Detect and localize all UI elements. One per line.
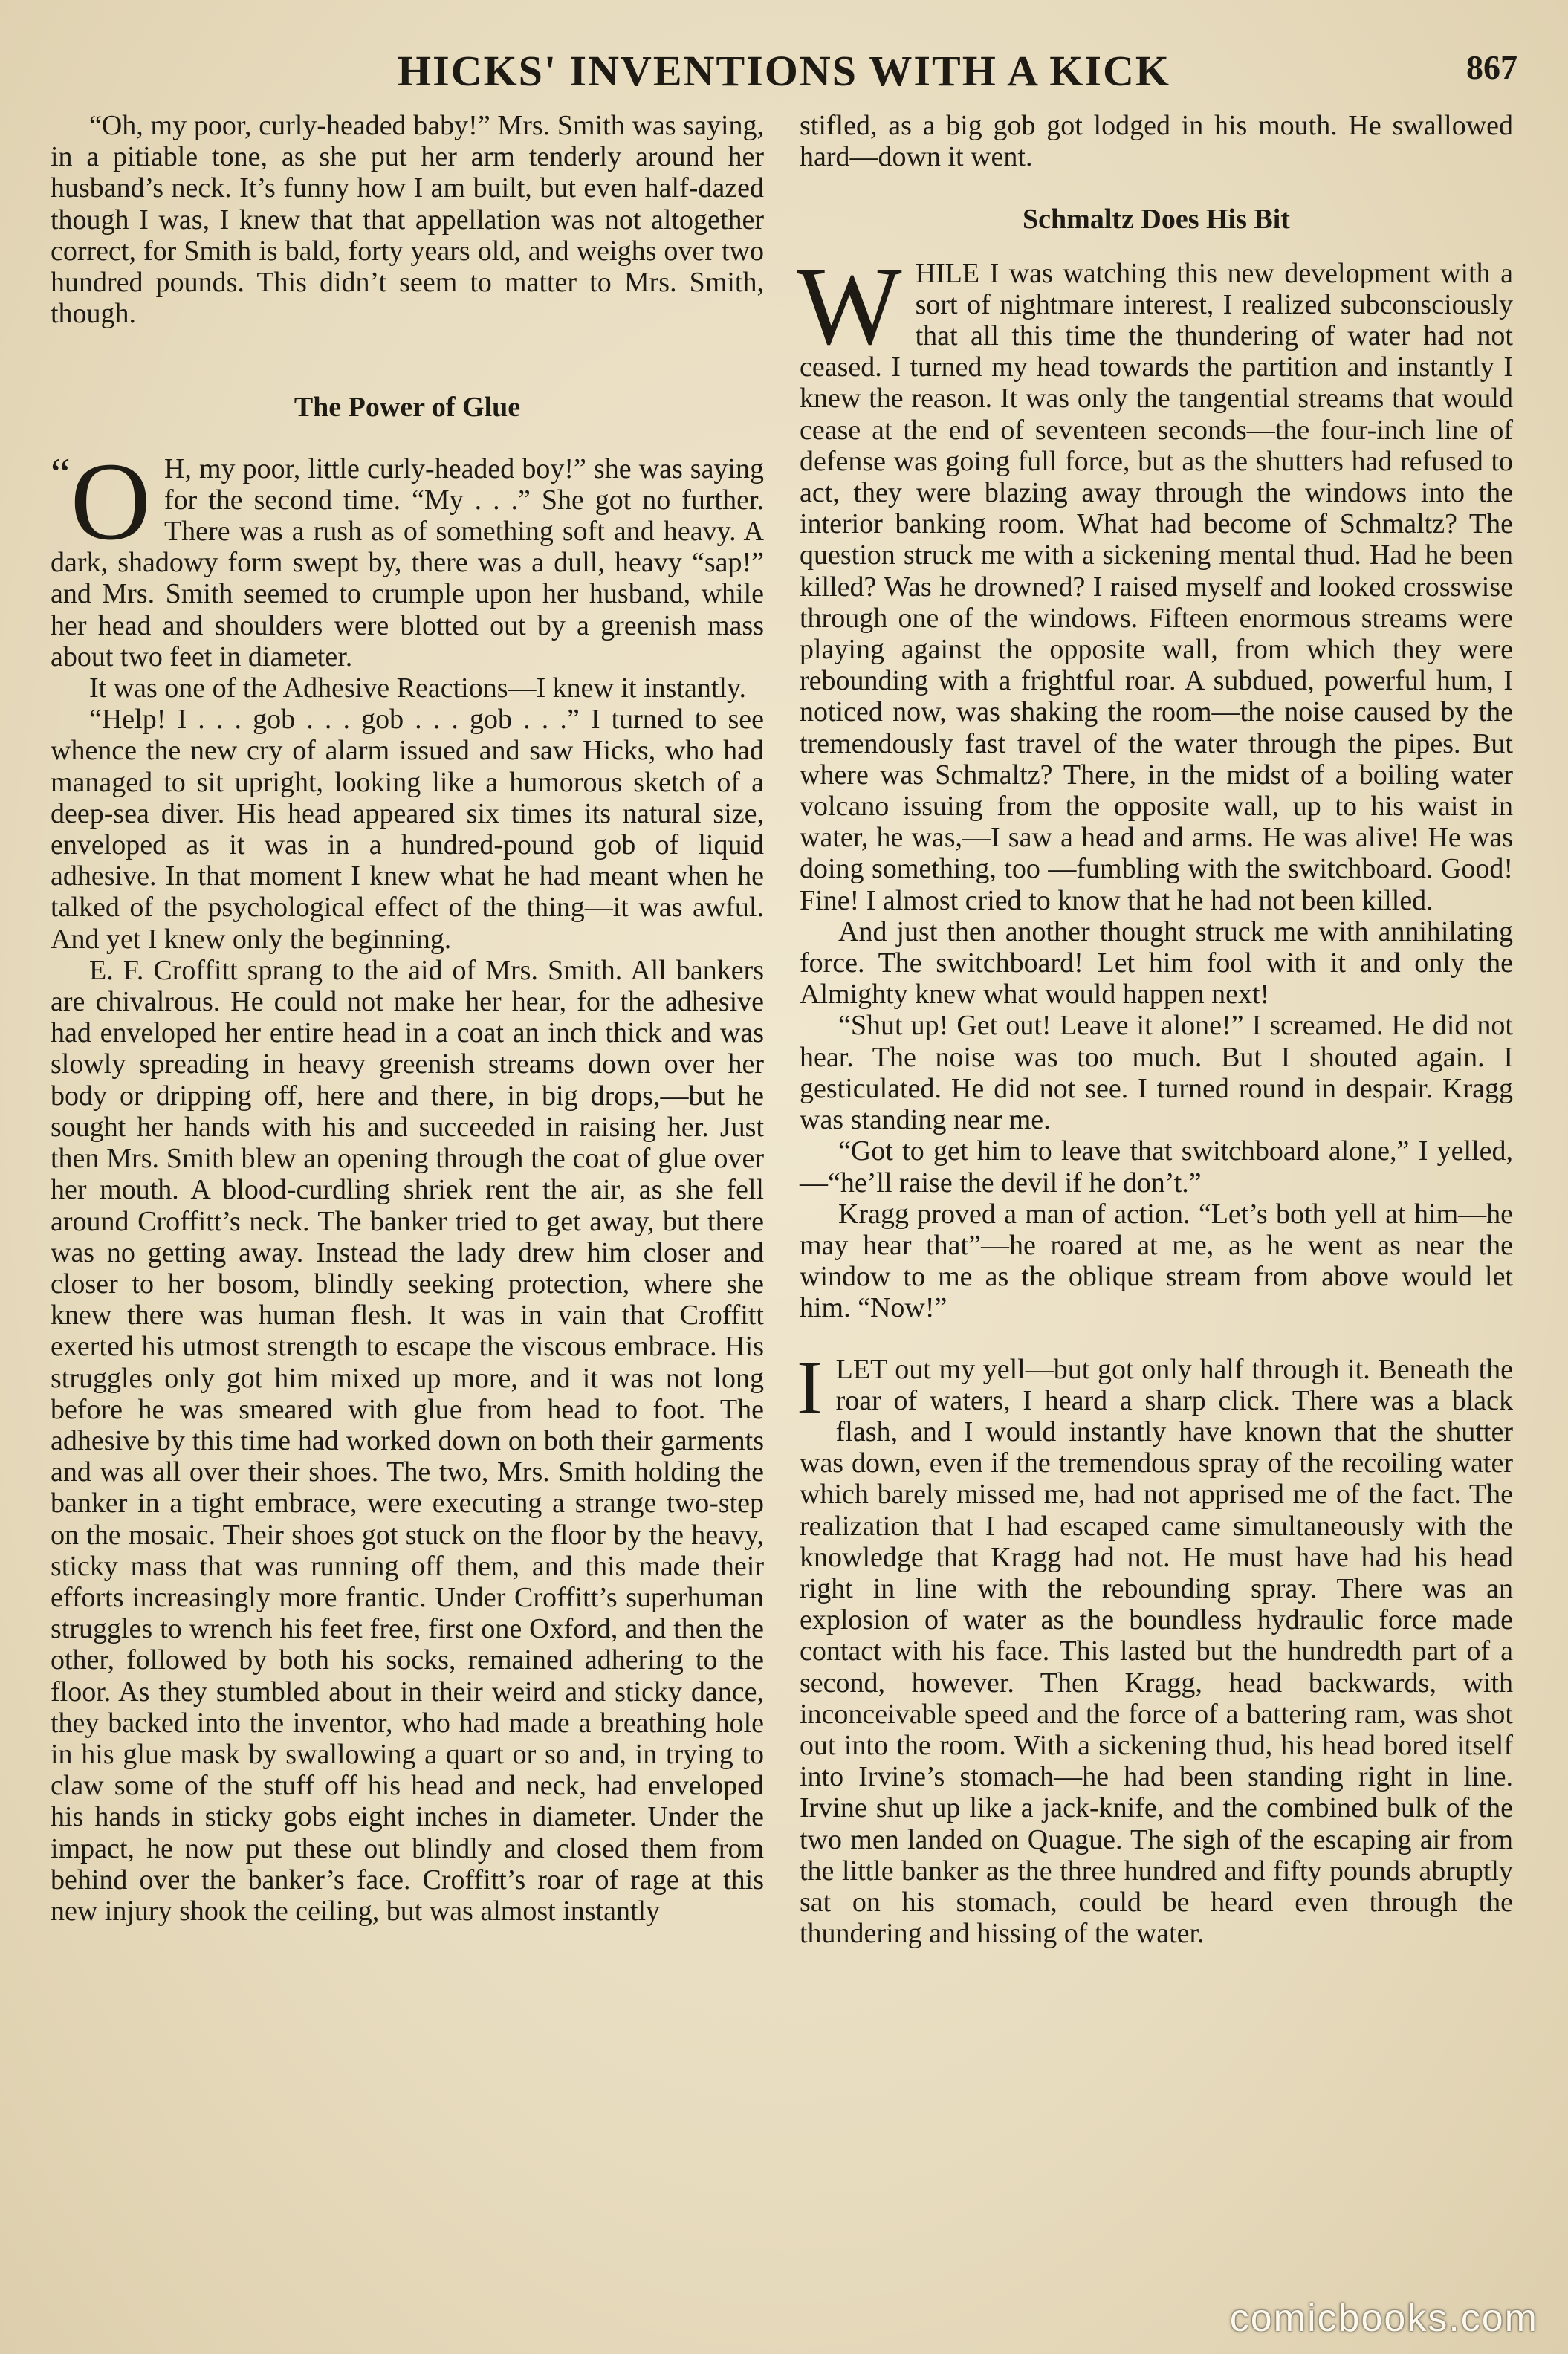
paragraph-text: HILE I was watching this new development with a sort of nightmare interest, I realized subconsciously that all this time the thundering of water had not ceased. I turned my head towards the partition and instantly I knew the reason. It was only the tangential streams that would cease at the end of seventeen seconds—the four-inch line of defense was going full force, but as the shutters had refused to act, they were blazing away through the windows into the interior banking room. What had become of Schmaltz? The question struck me with a sickening mental thud. Had he been killed? Was he drowned? I raised myself and looked crosswise through one of the windows. Fifteen enormous streams were playing against the opposite wall, from which they were rebounding with a frightful roar. A subdued, powerful hum, I noticed now, was shaking the room—the noise caused by the tremendously fast travel of the water through the pipes. But where was Schmaltz? There, in the midst of a boiling water volcano issuing from the opposite wall, up to his waist in water, he was,—I saw a head and arms. He was alive! He was doing something, too —fumbling with the switchboard. Good! Fine! I almost cried to know that he had not been killed. xyxy=(800,257,1513,916)
paragraph: stifled, as a big gob got lodged in his mouth. He swallowed hard—down it went. xyxy=(800,110,1513,173)
running-header xyxy=(0,46,1568,106)
section-heading: Schmaltz Does His Bit xyxy=(1023,204,1290,236)
drop-cap-letter: O xyxy=(70,439,151,563)
watermark-logo: comicbooks.com xyxy=(1229,2297,1538,2340)
drop-cap-letter: W xyxy=(797,244,902,368)
paragraph: “Help! I . . . gob . . . gob . . . gob . . .” I turned to see whence the new cry of alarm issued and saw Hicks, who had managed to sit upright, looking like a humorous sketch of a deep-sea diver. His head appeared six times its natural size, enveloped as it was in a hundred-pound gob of liquid adhesive. In that moment I knew what he had meant when he talked of the psychological effect of the thing—it was awful. And yet I knew only the beginning. xyxy=(51,704,764,955)
paragraph-text: H, my poor, little curly-headed boy!” she was saying for the second time. “My . . .” She got no further. There was a rush as of something soft and heavy. A dark, shadowy form swept by, there was a dull, heavy “sap!” and Mrs. Smith seemed to crumple upon her husband, while her head and shoulders were blotted out by a greenish mass about two feet in diameter. xyxy=(51,453,764,672)
page-number: 867 xyxy=(1466,48,1517,86)
paragraph-dropcap xyxy=(797,244,1513,916)
paragraph: E. F. Croffitt sprang to the aid of Mrs. Smith. All bankers are chivalrous. He could not make her hear, for the adhesive had enveloped her entire head in a coat an inch thick and was slowly spreading in heavy greenish streams down over her body or dripping off, here and there, in big drops,—but he sought her hands with his and succeeded in raising her. Just then Mrs. Smith blew an opening through the coat of glue over her mouth. A blood-curdling shriek rent the air, as she fell around Croffitt’s neck. The banker tried to get away, but there was no getting away. Instead the lady drew him closer and closer to her bosom, blindly seeking protection, where she knew there was human flesh. It was in vain that Croffitt exerted his utmost strength to escape the viscous embrace. His struggles only got him mixed up more, and it was not long before he was smeared with glue from head to foot. The adhesive by this time had worked down on both their garments and was all over their shoes. The two, Mrs. Smith holding the banker in a tight embrace, were executing a strange two-step on the mosaic. Their shoes got stuck on the floor by the heavy, sticky mass that was running off them, and this made their efforts increasingly more frantic. Under Croffitt’s superhuman struggles to wrench his feet free, first one Oxford, and then the other, followed by both his socks, remained adhering to the floor. As they stumbled about in their weird and sticky dance, they backed into the inventor, who had made a breathing hole in his glue mask by swallowing a quart or so and, in trying to claw some of the stuff off his head and neck, had enveloped his hands in sticky gobs eight inches in diameter. Under the impact, he now put these out blindly and closed them from behind over the banker’s face. Croffitt’s roar of rage at this new injury shook the ceiling, but was almost instantly xyxy=(51,954,764,1927)
paragraph: Kragg proved a man of action. “Let’s both yell at him—he may hear that”—he roared at me, as he went as near the window to me as the oblique stream from above would let him. “Now!” xyxy=(800,1198,1513,1324)
paragraph-dropcap xyxy=(51,439,764,672)
section-break xyxy=(800,1324,1513,1354)
paragraph: “Shut up! Get out! Leave it alone!” I screamed. He did not hear. The noise was too much. But I shouted again. I gesticulated. He did not see. I turned round in despair. Kragg was standing near me. xyxy=(800,1010,1513,1136)
paragraph-text: LET out my yell—but got only half through it. Beneath the roar of waters, I heard a sharp click. There was a black flash, and I would instantly have known that the shutter was down, even if the tremendous spray of the recoiling water which barely missed me, had not apprised me of the fact. The realization that I had escaped came simultaneously with the knowledge that Kragg had not. He must have had his head right in line with the rebounding spray. There was an explosion of water as the boundless hydraulic force made contact with his face. This lasted but the hundredth part of a second, however. Then Kragg, head backwards, with inconceivable speed and the force of a battering ram, was shot out into the room. With a sickening thud, his head bored itself into Irvine’s stomach—he had been standing right in line. Irvine shut up like a jack-knife, and the combined bulk of the two men landed on Quague. The sigh of the escaping air from the little banker as the three hundred and fifty pounds abruptly sat on his stomach, could be heard even through the thundering and hissing of the water. xyxy=(800,1353,1513,1950)
drop-cap-letter: I xyxy=(797,1344,823,1430)
paragraph: “Got to get him to leave that switchboard alone,” I yelled,—“he’ll raise the devil if he don’t.” xyxy=(800,1135,1513,1199)
section-heading: The Power of Glue xyxy=(294,392,521,424)
left-column xyxy=(51,110,764,1927)
paragraph: “Oh, my poor, curly-headed baby!” Mrs. Smith was saying, in a pitiable tone, as she put her arm tenderly around her husband’s neck. It’s funny how I am built, but even half-dazed though I was, I knew that that appellation was not altogether correct, for Smith is bald, forty years old, and weighs over two hundred pounds. This didn’t seem to matter to Mrs. Smith, though. xyxy=(51,110,764,330)
right-column xyxy=(797,110,1513,1950)
open-quote-mark: “ xyxy=(51,449,71,499)
paragraph: It was one of the Adhesive Reactions—I knew it instantly. xyxy=(89,672,747,704)
article-title: HICKS' INVENTIONS WITH A KICK xyxy=(398,47,1170,95)
paragraph-dropcap xyxy=(797,1344,1513,1950)
paragraph: And just then another thought struck me with annihilating force. The switchboard! Let him fool with it and only the Almighty knew what would happen next! xyxy=(800,915,1513,1011)
